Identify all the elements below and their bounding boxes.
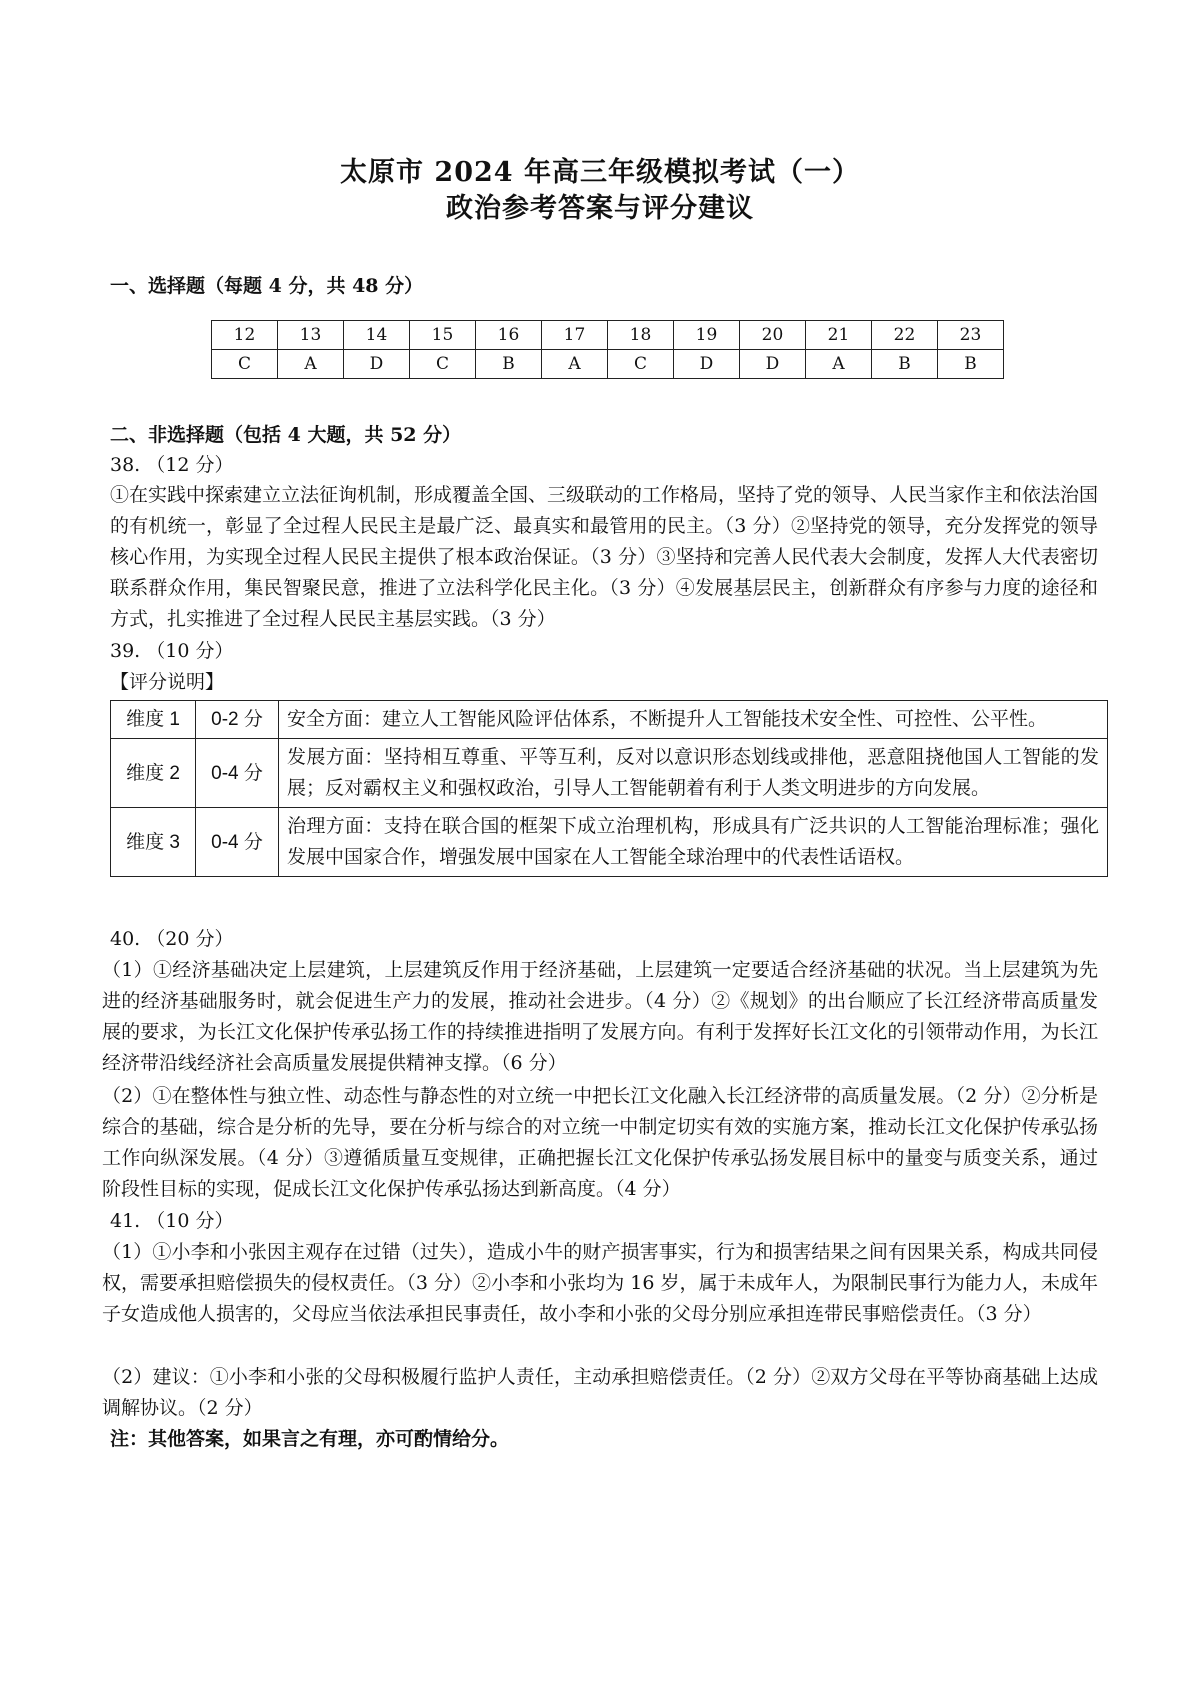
question-number-row <box>212 321 1004 350</box>
answer-letter-cell: D <box>344 350 410 379</box>
question-number-cell: 19 <box>674 321 740 350</box>
answer-letter-cell: A <box>806 350 872 379</box>
rubric-row <box>111 808 1108 877</box>
question-number-cell: 23 <box>938 321 1004 350</box>
question-number-cell: 16 <box>476 321 542 350</box>
question-41-part-2: （2）建议：①小李和小张的父母积极履行监护人责任，主动承担赔偿责任。（2 分）②双方父母在平等协商基础上达成调解协议。（2 分） <box>102 1366 1098 1419</box>
question-40-part-2: （2）①在整体性与独立性、动态性与静态性的对立统一中把长江文化融入长江经济带的高质量发展。（2 分）②分析是综合的基础，综合是分析的先导，要在分析与综合的对立统一中制定切实有效的实施方案，推动长江文化保护传承弘扬工作向纵深发展。（4 分）③遵循质量互变规律，正确把握长江文化保护传承弘扬发展目标中的量变与质变关系，通过阶段性目标的实现，促成长江文化保护传承弘扬达到新高度。（4 分） <box>102 1085 1098 1200</box>
answer-letter-row <box>212 350 1004 379</box>
question-number-cell: 22 <box>872 321 938 350</box>
question-41-heading: 41. （10 分） <box>110 1210 234 1232</box>
page-title: 太原市 2024 年高三年级模拟考试（一） <box>340 157 860 188</box>
question-number-cell: 21 <box>806 321 872 350</box>
answer-letter-cell: A <box>278 350 344 379</box>
question-number-cell: 15 <box>410 321 476 350</box>
answer-letter-cell: B <box>938 350 1004 379</box>
question-41-part-1: （1）①小李和小张因主观存在过错（过失），造成小牛的财产损害事实，行为和损害结果之间有因果关系，构成共同侵权，需要承担赔偿损失的侵权责任。（3 分）②小李和小张均为 16 岁，属于未成年人，为限制民事行为能力人，未成年子女造成他人损害的，父母应当依法承担民事责任，故小李和小张的父母分别应承担连带民事赔偿责任。（3 分） <box>102 1241 1098 1325</box>
answer-letter-cell: B <box>476 350 542 379</box>
rubric-row <box>111 739 1108 808</box>
question-number-cell: 14 <box>344 321 410 350</box>
rubric-score: 0-2 分 <box>196 701 279 739</box>
rubric-dimension: 维度 2 <box>111 739 196 808</box>
rubric-description: 安全方面：建立人工智能风险评估体系，不断提升人工智能技术安全性、可控性、公平性。 <box>279 701 1108 739</box>
question-39-heading: 39. （10 分） <box>110 640 234 662</box>
grading-note: 注：其他答案，如果言之有理，亦可酌情给分。 <box>110 1428 510 1450</box>
section-1-heading: 一、选择题（每题 4 分，共 48 分） <box>110 275 424 297</box>
rubric-dimension: 维度 1 <box>111 701 196 739</box>
question-40-part-1: （1）①经济基础决定上层建筑，上层建筑反作用于经济基础，上层建筑一定要适合经济基础的状况。当上层建筑为先进的经济基础服务时，就会促进生产力的发展，推动社会进步。（4 分）②《规划》的出台顺应了长江经济带高质量发展的要求，为长江文化保护传承弘扬工作的持续推进指明了发展方向。有利于发挥好长江文化的引领带动作用，为长江经济带沿线经济社会高质量发展提供精神支撑。（6 分） <box>102 959 1098 1074</box>
answer-letter-cell: D <box>674 350 740 379</box>
rubric-score: 0-4 分 <box>196 808 279 877</box>
question-number-cell: 18 <box>608 321 674 350</box>
answer-letter-cell: A <box>542 350 608 379</box>
question-38-heading: 38. （12 分） <box>110 454 234 476</box>
question-number-cell: 13 <box>278 321 344 350</box>
answer-letter-cell: D <box>740 350 806 379</box>
rubric-description: 发展方面：坚持相互尊重、平等互利，反对以意识形态划线或排他，恶意阻挠他国人工智能的发展；反对霸权主义和强权政治，引导人工智能朝着有利于人类文明进步的方向发展。 <box>279 739 1108 808</box>
rubric-dimension: 维度 3 <box>111 808 196 877</box>
answer-letter-cell: C <box>212 350 278 379</box>
scoring-rubric-table <box>110 700 1108 877</box>
section-2-heading: 二、非选择题（包括 4 大题，共 52 分） <box>110 424 462 446</box>
question-40-heading: 40. （20 分） <box>110 928 234 950</box>
scoring-notes-label: 【评分说明】 <box>110 671 225 693</box>
answer-letter-cell: C <box>608 350 674 379</box>
question-number-cell: 20 <box>740 321 806 350</box>
answer-letter-cell: C <box>410 350 476 379</box>
rubric-row <box>111 701 1108 739</box>
question-number-cell: 12 <box>212 321 278 350</box>
page-subtitle: 政治参考答案与评分建议 <box>446 193 754 224</box>
rubric-description: 治理方面：支持在联合国的框架下成立治理机构，形成具有广泛共识的人工智能治理标准；强化发展中国家合作，增强发展中国家在人工智能全球治理中的代表性话语权。 <box>279 808 1108 877</box>
rubric-score: 0-4 分 <box>196 739 279 808</box>
answer-letter-cell: B <box>872 350 938 379</box>
question-number-cell: 17 <box>542 321 608 350</box>
question-38-answer: ①在实践中探索建立立法征询机制，形成覆盖全国、三级联动的工作格局，坚持了党的领导、人民当家作主和依法治国的有机统一，彰显了全过程人民民主是最广泛、最真实和最管用的民主。（3 分）②坚持党的领导，充分发挥党的领导核心作用，为实现全过程人民民主提供了根本政治保证。（3 分）③坚持和完善人民代表大会制度，发挥人大代表密切联系群众作用，集民智聚民意，推进了立法科学化民主化。（3 分）④发展基层民主，创新群众有序参与力度的途径和方式，扎实推进了全过程人民民主基层实践。（3 分） <box>110 484 1099 630</box>
choice-answer-table <box>211 320 1004 379</box>
